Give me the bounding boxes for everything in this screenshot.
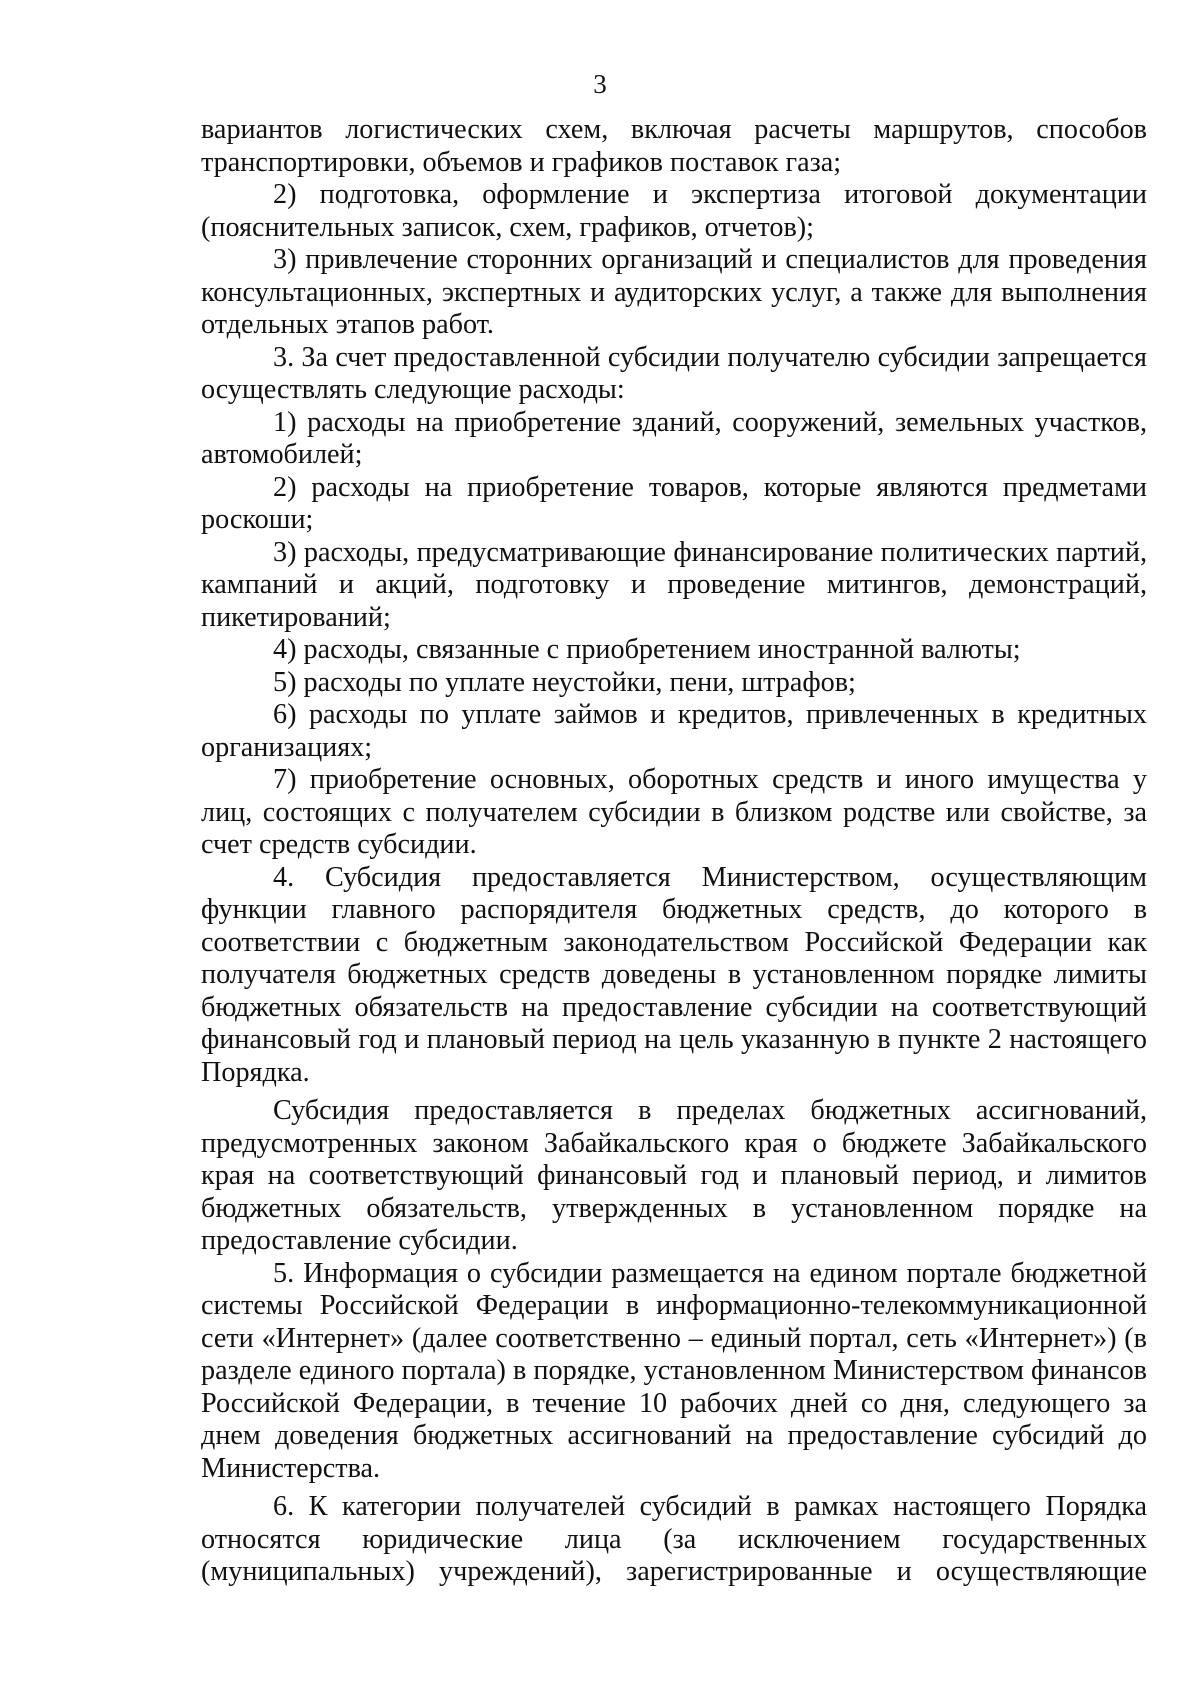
paragraph-expense-6: 6) расходы по уплате займов и кредитов, привлеченных в кредитных организациях; — [201, 699, 1147, 763]
paragraph-subsidy-limits: Субсидия предоставляется в пределах бюджетных ассигнований, предусмотренных законом Забайкальского края о бюджете Забайкальского края на соответствующий финансовый год и плановый период, и лимитов бюджетных обязательств, утвержденных в установленном порядке на предоставление субсидии. — [201, 1095, 1147, 1256]
paragraph-continuation: вариантов логистических схем, включая расчеты маршрутов, способов транспортировки, объемов и графиков поставок газа; — [201, 114, 1147, 178]
paragraph-item-3: 3) привлечение сторонних организаций и специалистов для проведения консультационных, экспертных и аудиторских услуг, а также для выполнения отдельных этапов работ. — [201, 244, 1147, 340]
paragraph-expense-5: 5) расходы по уплате неустойки, пени, штрафов; — [273, 666, 856, 698]
page-number: 3 — [593, 69, 607, 99]
paragraph-expense-3: 3) расходы, предусматривающие финансирование политических партий, кампаний и акций, подготовку и проведение митингов, демонстраций, пикетирований; — [201, 536, 1147, 633]
paragraph-expense-4: 4) расходы, связанные с приобретением иностранной валюты; — [273, 634, 1021, 665]
paragraph-expense-7: 7) приобретение основных, оборотных средств и иного имущества у лиц, состоящих с получателем субсидии в близком родстве или свойстве, за счет средств субсидии. — [201, 764, 1147, 860]
paragraph-item-2: 2) подготовка, оформление и экспертиза итоговой документации (пояснительных записок, схем, графиков, отчетов); — [201, 179, 1147, 243]
document-body — [201, 114, 1147, 1589]
paragraph-clause-5: 5. Информация о субсидии размещается на едином портале бюджетной системы Российской Федерации в информационно-телекоммуникационной сети «Интернет» (далее соответственно – единый портал, сеть «Интернет») (в разделе единого портала) в порядке, установленном Министерством финансов Российской Федерации, в течение 10 рабочих дней со дня, следующего за днем доведения бюджетных ассигнований на предоставление субсидий до Министерства. — [201, 1257, 1147, 1484]
paragraph-expense-1: 1) расходы на приобретение зданий, сооружений, земельных участков, автомобилей; — [201, 406, 1147, 470]
paragraph-clause-6: 6. К категории получателей субсидий в рамках настоящего Порядка относятся юридические лица (за исключением государственных (муниципальных) учреждений), зарегистрированные и осуществляющие — [201, 1491, 1147, 1587]
paragraph-clause-4: 4. Субсидия предоставляется Министерством, осуществляющим функции главного распорядителя бюджетных средств, до которого в соответствии с бюджетным законодательством Российской Федерации как получателя бюджетных средств доведены в установленном порядке лимиты бюджетных обязательств на предоставление субсидии на соответствующий финансовый год и плановый период на цель указанную в пункте 2 настоящего Порядка. — [201, 861, 1147, 1088]
paragraph-expense-2: 2) расходы на приобретение товаров, которые являются предметами роскоши; — [201, 471, 1147, 535]
paragraph-clause-3: 3. За счет предоставленной субсидии получателю субсидии запрещается осуществлять следующие расходы: — [201, 341, 1147, 405]
